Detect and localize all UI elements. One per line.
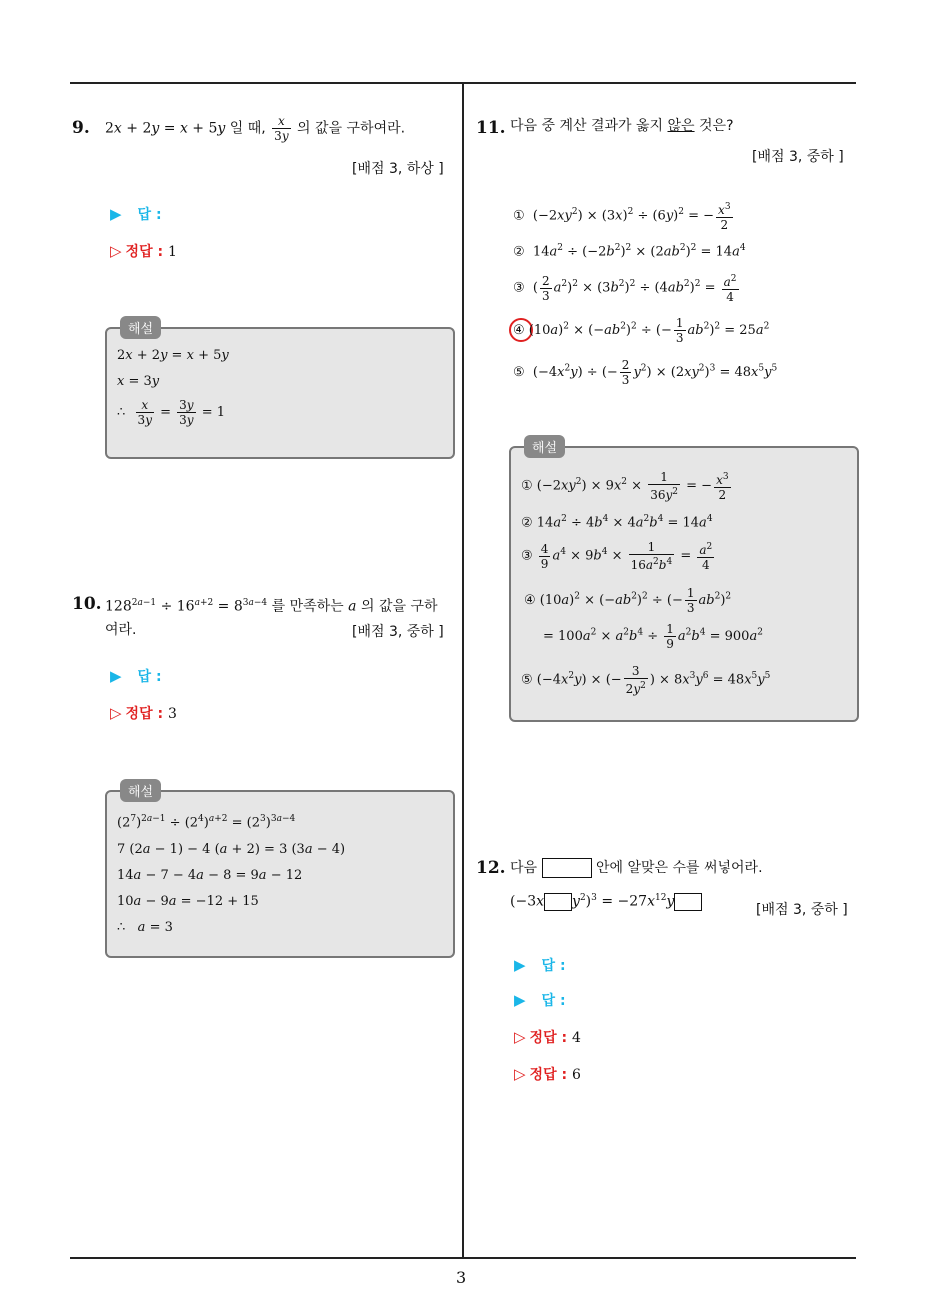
q9-step-1: 2x + 2y = x + 5y xyxy=(117,348,229,363)
q9-explanation-box xyxy=(105,327,455,459)
q11-option-3[interactable]: ③ ( $\frac{2}{3}$ $a^2)^2 \times (3b^2)^2 \div (4ab^2)^2$ = $\frac{a^2}{4}$ xyxy=(513,273,737,304)
q9-step-2: x = 3y xyxy=(117,374,160,389)
q12-correct-row-2: ▷ 정답 : 6 xyxy=(514,1065,581,1083)
q11-option-2[interactable]: ② $14a^2 \div (-2b^2)^2 \times (2ab^2)^2 = 14a^4$ xyxy=(513,243,746,260)
q10-step-3: 14a − 7 − 4a − 8 = 9a − 12 xyxy=(117,868,303,883)
q10-answer-row[interactable]: ▶ 답 : xyxy=(110,667,162,685)
blue-triangle-icon: ▶ xyxy=(514,956,526,974)
q10-text: $128^{2a-1} \div 16^{a+2} = 8^{3a-4}$ 를 만족하는 a 의 값을 구하 xyxy=(105,598,438,615)
q11-option-1[interactable]: ① $(-2xy^2) \times (3x)^2 \div (6y)^2$ = − $\frac{x^3}{2}$ xyxy=(513,202,731,232)
red-triangle-icon: ▷ xyxy=(110,704,122,722)
q11-option-4[interactable]: ④ $(10a)^2 \times (-ab^2)^2$ ÷ (− $\frac{1}{3}$ $ab^2)^2 = 25a^2$ xyxy=(513,316,770,345)
bottom-rule xyxy=(70,1257,856,1259)
q10-number: 10. xyxy=(72,594,102,614)
q11-step-5: ⑤ $(-4x^2y)$ × (− $\frac{3}{2y^2}$ ) × $8x^3y^6 = 48x^5y^5$ xyxy=(521,664,771,696)
q9-correct-row: ▷ 정답 : 1 xyxy=(110,242,177,260)
q11-number: 11. xyxy=(476,118,506,138)
q10-step-4: 10a − 9a = −12 + 15 xyxy=(117,894,259,909)
q10-explain-tag: 해설 xyxy=(120,779,161,802)
red-triangle-icon: ▷ xyxy=(110,242,122,260)
q12-correct-row-1: ▷ 정답 : 4 xyxy=(514,1028,581,1046)
q11-option-5[interactable]: ⑤ $(-4x^2y)$ ÷ (− $\frac{2}{3}$ $y^2) \times (2xy^2)^3 = 48x^5y^5$ xyxy=(513,358,778,387)
q9-explain-tag: 해설 xyxy=(120,316,161,339)
q11-meta: [배점 3, 중하 ] xyxy=(752,149,844,165)
q11-text: 다음 중 계산 결과가 옳지 않은 것은? xyxy=(510,118,734,134)
q12-text: 다음 안에 알맞은 수를 써넣어라. xyxy=(510,860,763,876)
q10-step-5: ∴ a = 3 xyxy=(117,920,173,935)
q12-number: 12. xyxy=(476,858,506,878)
q10-text-line2: 여라. xyxy=(105,622,137,638)
q12-equation: (−3x $y^2)^3 = -27x^{12}y$ xyxy=(510,893,702,911)
q9-correct-value: 1 xyxy=(167,244,177,260)
q10-correct-value: 3 xyxy=(167,706,177,722)
blue-triangle-icon: ▶ xyxy=(110,205,122,223)
q10-meta: [배점 3, 중하 ] xyxy=(352,624,444,640)
q12-answer-row-1[interactable]: ▶ 답 : xyxy=(514,956,566,974)
q9-meta: [배점 3, 하상 ] xyxy=(352,161,444,177)
blank-box-1[interactable] xyxy=(544,893,572,911)
q9-answer-row[interactable]: ▶ 답 : xyxy=(110,205,162,223)
q12-answer-row-2[interactable]: ▶ 답 : xyxy=(514,991,566,1009)
blank-box-2[interactable] xyxy=(674,893,702,911)
q9-number: 9. xyxy=(72,118,90,138)
q9-text: 2x + 2y = x + 5y 일 때, $\frac{x}{3y}$ 의 값을 구하여라. xyxy=(105,114,406,143)
q10-step-1: $(2^7)^{2a-1} \div (2^4)^{a+2} = (2^3)^{3a-4}$ xyxy=(117,814,296,831)
q10-step-2: 7 (2a − 1) − 4 (a + 2) = 3 (3a − 4) xyxy=(117,842,346,857)
q11-explain-tag: 해설 xyxy=(524,435,565,458)
page-number: 3 xyxy=(456,1268,467,1287)
q10-correct-row: ▷ 정답 : 3 xyxy=(110,704,177,722)
red-triangle-icon: ▷ xyxy=(514,1065,526,1083)
q11-step-1: ① $(-2xy^2) \times 9x^2$ × $\frac{1}{36y^2}$ = − $\frac{x^3}{2}$ xyxy=(521,470,729,502)
blue-triangle-icon: ▶ xyxy=(110,667,122,685)
blue-triangle-icon: ▶ xyxy=(514,991,526,1009)
q11-step-4b: = $100a^2 \times a^2b^4$ ÷ $\frac{1}{9}$ $a^2b^4 = 900a^2$ xyxy=(543,622,763,651)
q11-step-4: ④ $(10a)^2 \times (-ab^2)^2$ ÷ (− $\frac{1}{3}$ $ab^2)^2$ xyxy=(524,586,732,615)
column-divider xyxy=(462,84,464,1258)
q9-step-3: ∴ $\frac{x}{3y}$ = $\frac{3y}{3y}$ = 1 xyxy=(117,398,225,427)
q11-step-3: ③ $\frac{4}{9}$ $a^4 \times 9b^4$ × $\frac{1}{16a^2b^4}$ = $\frac{a^2}{4}$ xyxy=(521,540,713,572)
q12-correct-value-2: 6 xyxy=(571,1067,581,1083)
q12-correct-value-1: 4 xyxy=(571,1030,581,1046)
red-triangle-icon: ▷ xyxy=(514,1028,526,1046)
q11-step-2: ② $14a^2 \div 4b^4 \times 4a^2b^4 = 14a^4$ xyxy=(521,514,713,531)
blank-box xyxy=(542,858,592,878)
q12-meta: [배점 3, 중하 ] xyxy=(756,902,848,918)
